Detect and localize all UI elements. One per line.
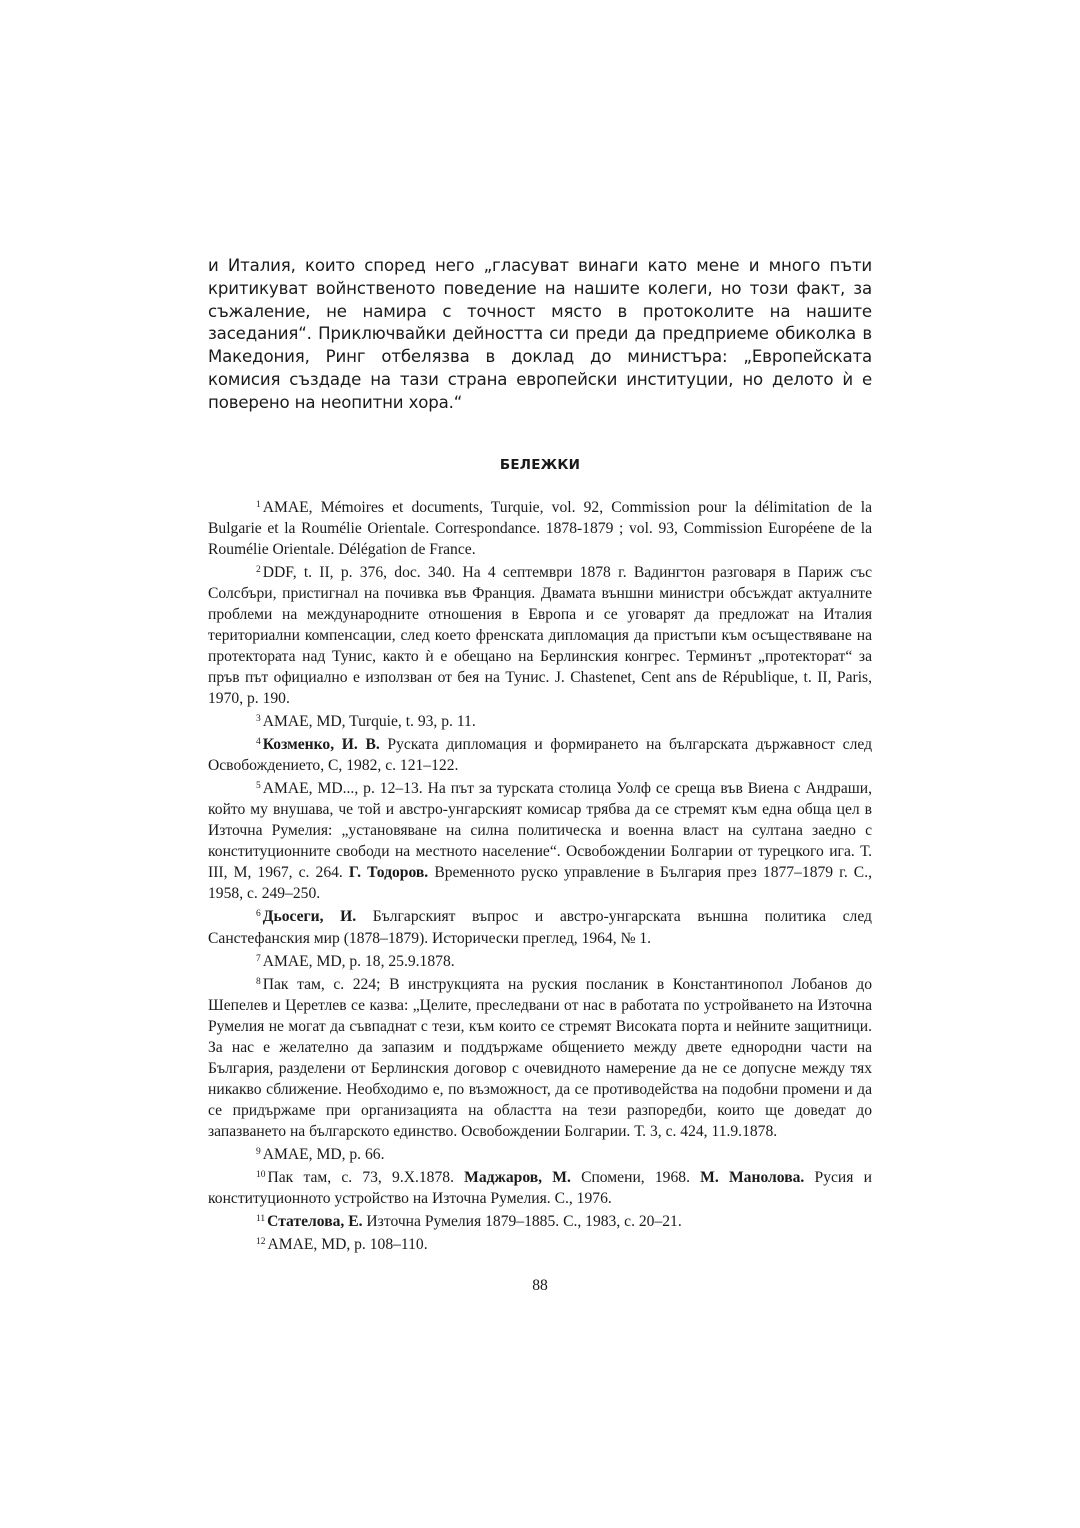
footnote-number: 10 <box>256 1170 266 1181</box>
footnote <box>208 732 872 776</box>
footnote-author: Дьосеги, И. <box>262 908 357 926</box>
footnote-text: AMAE, MD, p. 66. <box>262 1145 385 1163</box>
footnote-text: Източна Румелия 1879–1885. С., 1983, с. 20–21. <box>362 1213 682 1231</box>
footnote-text: AMAE, MD, p. 108–110. <box>267 1236 428 1254</box>
footnote-number: 9 <box>256 1146 261 1157</box>
footnote-number: 8 <box>256 976 261 987</box>
footnote-text: Пак там, с. 224; В инструкцията на руския посланик в Константинопол Лобанов до Шепелев и Церетлев се казва: „Целите, преследвани от нас в работата по устройването на Източна Румелия не могат да съвпаднат с тези, към които се стремят Високата порта и нейните защитници. За нас е желателно да запазим и поддържаме общението между двете еднородни части на България, разделени от Берлинския договор с очевидното намерение да не се допусне между тях никакво сближение. Необходимо е, по възможност, да се противодейства на подобни промени и да се придържаме при организацията на областта на тези разпоредби, които ще доведат до запазването на българското единство. Освобождении Болгарии. Т. 3, с. 424, 11.9.1878. <box>208 975 872 1140</box>
page-content <box>208 255 872 1295</box>
footnote-text: AMAE, MD, Turquie, t. 93, p. 11. <box>262 713 476 731</box>
footnote-author: Г. Тодоров. <box>348 864 429 882</box>
footnote-text: AMAE, MD, p. 18, 25.9.1878. <box>262 952 455 970</box>
footnote-text: Пак там, с. 73, 9.Х.1878. <box>267 1169 465 1187</box>
footnote <box>208 1142 872 1165</box>
footnote <box>208 904 872 948</box>
notes-heading: БЕЛЕЖКИ <box>499 456 581 473</box>
footnote-number: 3 <box>256 714 261 725</box>
footnote-number: 2 <box>256 564 261 575</box>
footnote <box>208 949 872 972</box>
footnote <box>208 495 872 560</box>
footnote-text: Българският въпрос и австро-унгарската външна политика след Санстефанския мир (1878–1879). Исторически преглед, 1964, № 1. <box>208 908 872 947</box>
footnote <box>208 709 872 732</box>
footnote <box>208 1232 872 1255</box>
footnote-number: 4 <box>256 737 261 748</box>
footnote <box>208 1165 872 1209</box>
footnote-number: 1 <box>256 499 261 510</box>
footnote-author: Козменко, И. В. <box>262 736 380 754</box>
footnote-author: М. Манолова. <box>700 1169 805 1187</box>
footnote-number: 11 <box>256 1214 266 1225</box>
page-number: 88 <box>532 1277 548 1295</box>
footnote-text: Временното руско управление в България през 1877–1879 г. С., 1958, с. 249–250. <box>208 864 873 903</box>
footnote-text: DDF, t. II, p. 376, doc. 340. На 4 септември 1878 г. Вадингтон разговаря в Париж със Солсбъри, пристигнал на почивка във Франция. Двамата външни министри обсъждат актуалните проблеми на международните отношения в Европа и се уговарят да предложат на Италия териториални компенсации, след което френската дипломация да пристъпи към осъществяване на протектората над Тунис, както ѝ е обещано на Берлинския конгрес. Терминът „протекторат“ за пръв път официално е използван от бея на Тунис. J. Chastenet, Cent ans de République, t. II, Paris, 1970, p. 190. <box>208 563 872 707</box>
footnote-author: Стателова, Е. <box>267 1213 363 1231</box>
footnote-author: Маджаров, М. <box>464 1169 571 1187</box>
footnote-text: AMAE, MD..., p. 12–13. На път за турската столица Уолф се среща във Виена с Андраши, който му внушава, че той и австро-унгарският комисар трябва да се стремят към една обща цел в Източна Румелия: „установяване на силна политическа и военна власт на султана заедно с конституционните свободи на местното население“. Освобождении Болгарии от турецкого ига. Т. III, М, 1967, с. 264. <box>208 780 872 882</box>
footnote <box>208 972 872 1142</box>
footnote <box>208 560 872 709</box>
footnote-number: 5 <box>256 781 261 792</box>
footnote-text: Спомени, 1968. <box>570 1169 701 1187</box>
main-paragraph: и Италия, които според него „гласуват винаги като мене и много пъти критикуват войнственото поведение на нашите колеги, но този факт, за съжаление, не намира с точност място в протоколите на нашите заседания“. Приключвайки дейността си преди да предприеме обиколка в Македония, Ринг отбелязва в доклад до министъра: „Европейската комисия създаде на тази страна европейски институции, но делото ѝ е поверено на неопитни хора.“ <box>208 256 872 412</box>
footnote-text: Русия и конституционното устройство на Източна Румелия. С., 1976. <box>208 1169 872 1208</box>
footnote <box>208 776 872 904</box>
footnote-number: 7 <box>256 953 261 964</box>
footnote-text: Руската дипломация и формирането на българската държавност след Освобождението, С, 1982, с. 121–122. <box>208 736 872 775</box>
footnote-text: AMAE, Mémoires et documents, Turquie, vol. 92, Commission pour la délimitation de la Bulgarie et la Roumélie Orientale. Correspondance. 1878-1879 ; vol. 93, Commission Européene de la Roumélie Orientale. Délégation de France. <box>208 498 872 558</box>
footnote <box>208 1209 872 1232</box>
footnote-number: 6 <box>256 909 261 920</box>
footnote-number: 12 <box>256 1237 266 1248</box>
notes-list <box>208 495 872 1256</box>
